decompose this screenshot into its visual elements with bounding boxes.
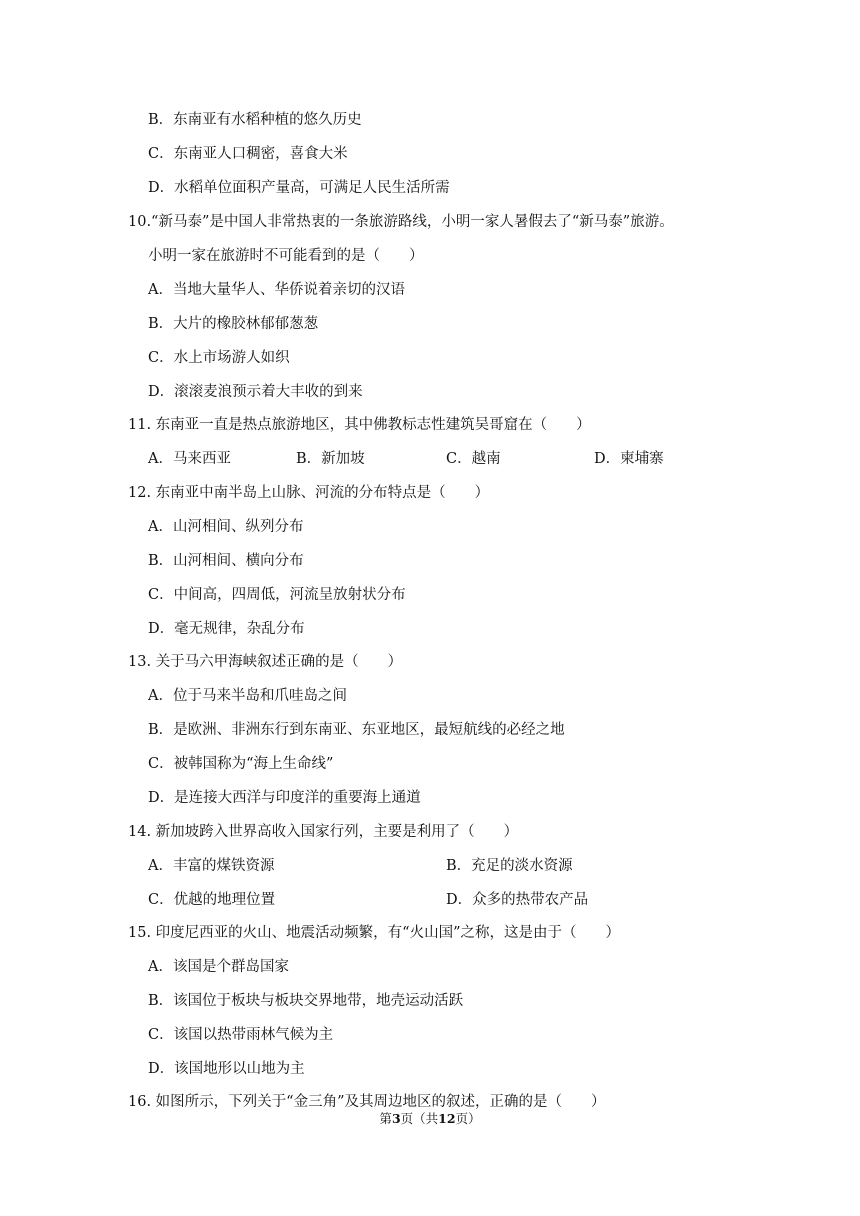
q14-option-b: B．充足的淡水资源 bbox=[446, 858, 573, 874]
q10-stem-line1: 10.“新马泰”是中国人非常热衷的一条旅游路线，小明一家人暑假去了“新马泰”旅游。 bbox=[128, 214, 674, 230]
q12-option-d: D．毫无规律，杂乱分布 bbox=[148, 621, 305, 637]
q13-option-a: A．位于马来半岛和爪哇岛之间 bbox=[148, 688, 347, 704]
q10-option-c: C．水上市场游人如织 bbox=[148, 350, 290, 366]
footer-page-number: 3 bbox=[391, 1111, 401, 1126]
q14-options-row-1 bbox=[0, 856, 860, 876]
q11-option-d: D．柬埔寨 bbox=[594, 451, 664, 467]
q11-option-a: A．马来西亚 bbox=[148, 451, 231, 467]
q11-options-row bbox=[0, 449, 860, 469]
page-footer bbox=[0, 1110, 860, 1128]
q9-option-b: B．东南亚有水稻种植的悠久历史 bbox=[148, 112, 362, 128]
q11-option-b: B．新加坡 bbox=[296, 451, 365, 467]
footer-middle: 页（共 bbox=[400, 1111, 439, 1126]
q11-option-c: C．越南 bbox=[446, 451, 501, 467]
q12-stem: 12. 东南亚中南半岛上山脉、河流的分布特点是（ ） bbox=[128, 485, 490, 501]
q15-stem: 15. 印度尼西亚的火山、地震活动频繁，有“火山国”之称，这是由于（ ） bbox=[128, 925, 620, 941]
q16-stem: 16. 如图所示，下列关于“金三角”及其周边地区的叙述，正确的是（ ） bbox=[128, 1094, 606, 1110]
q14-options-row-2 bbox=[0, 890, 860, 910]
footer-prefix: 第 bbox=[379, 1111, 392, 1126]
q12-option-b: B．山河相间、横向分布 bbox=[148, 553, 304, 569]
q14-option-c: C．优越的地理位置 bbox=[148, 892, 276, 908]
q13-stem: 13. 关于马六甲海峡叙述正确的是（ ） bbox=[128, 654, 403, 670]
q10-option-a: A．当地大量华人、华侨说着亲切的汉语 bbox=[148, 282, 405, 298]
q13-option-c: C．被韩国称为“海上生命线” bbox=[148, 756, 334, 772]
q9-option-d: D．水稻单位面积产量高，可满足人民生活所需 bbox=[148, 180, 450, 196]
q10-option-b: B．大片的橡胶林郁郁葱葱 bbox=[148, 316, 319, 332]
q10-option-d: D．滚滚麦浪预示着大丰收的到来 bbox=[148, 384, 363, 400]
q10-stem-line2: 小明一家在旅游时不可能看到的是（ ） bbox=[148, 248, 424, 264]
q14-stem: 14. 新加坡跨入世界高收入国家行列，主要是利用了（ ） bbox=[128, 824, 519, 840]
q11-stem: 11. 东南亚一直是热点旅游地区，其中佛教标志性建筑吴哥窟在（ ） bbox=[128, 417, 591, 433]
q14-option-a: A．丰富的煤铁资源 bbox=[148, 858, 275, 874]
q12-option-c: C．中间高，四周低，河流呈放射状分布 bbox=[148, 587, 406, 603]
q9-option-c: C．东南亚人口稠密，喜食大米 bbox=[148, 146, 348, 162]
q14-option-d: D．众多的热带农产品 bbox=[446, 892, 589, 908]
q13-option-d: D．是连接大西洋与印度洋的重要海上通道 bbox=[148, 790, 421, 806]
q12-option-a: A．山河相间、纵列分布 bbox=[148, 519, 304, 535]
q15-option-b: B．该国位于板块与板块交界地带，地壳运动活跃 bbox=[148, 993, 464, 1009]
q13-option-b: B．是欧洲、非洲东行到东南亚、东亚地区，最短航线的必经之地 bbox=[148, 722, 565, 738]
footer-total-pages: 12 bbox=[438, 1111, 456, 1126]
q15-option-a: A．该国是个群岛国家 bbox=[148, 959, 289, 975]
q15-option-d: D．该国地形以山地为主 bbox=[148, 1061, 305, 1077]
q15-option-c: C．该国以热带雨林气候为主 bbox=[148, 1027, 334, 1043]
footer-suffix: 页） bbox=[455, 1111, 481, 1126]
